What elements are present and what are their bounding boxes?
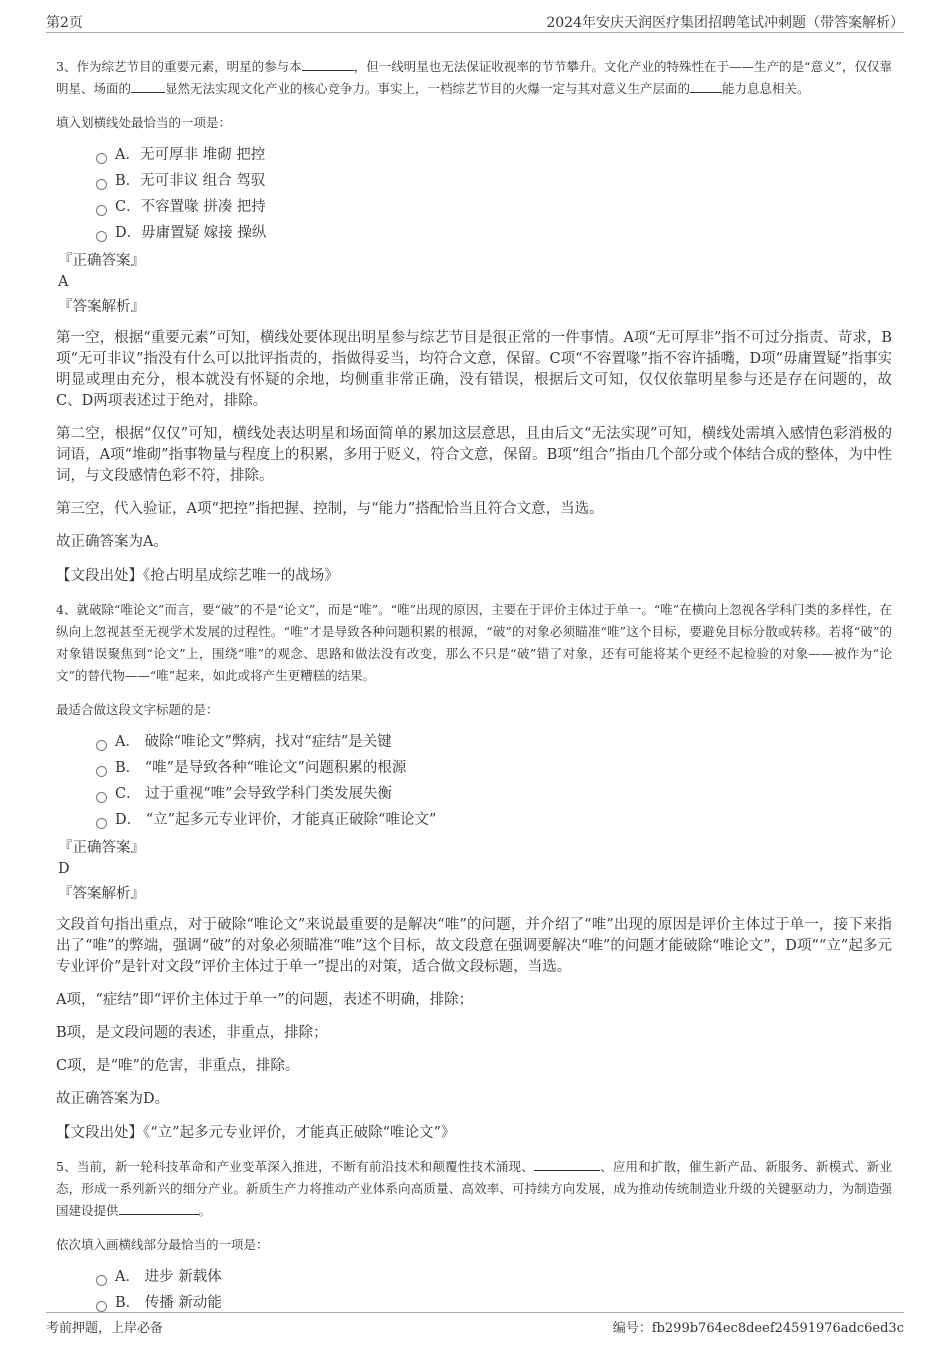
analysis-paragraph: 文段首句指出重点，对于破除“唯论文”来说最重要的是解决“唯”的问题，并介绍了“唯”出现的原因是评价主体过于单一，接下来指出了“唯”的弊端，强调“破”的对象必须瞄准“唯”这个目标，故文段意在强调要解决“唯”的问题才能破除“唯论文”，D项““立”起多元专业评价”是针对文段“评价主体过于单一”提出的对策，适合做文段标题，当选。: [56, 917, 892, 975]
question-3: [56, 56, 892, 587]
document-title: 2024年安庆天润医疗集团招聘笔试冲刺题（带答案解析）: [546, 15, 904, 31]
question-text: 3、作为综艺节目的重要元素，明星的参与本 ，但一线明星也无法保证收视率的节节攀升。文化产业的特殊性在于——生产的是“意义”，仅仅靠明星、场面的 显然无法实现文化产业的核心竞争力。事实上，一档综艺节目的火爆一定与其对意义生产层面的 能力息息相关。: [56, 56, 892, 100]
page-number: 第2页: [46, 15, 83, 31]
blank: [690, 78, 722, 93]
answer-label: 『正确答案』: [58, 253, 145, 269]
question-text: 5、当前，新一轮科技革命和产业变革深入推进，不断有前沿技术和颠覆性技术涌现、 、应用和扩散，催生新产品、新服务、新模式、新业态，形成一系列新兴的细分产业。新质生产力将推动产业体系向高质量、高效率、可持续方向发展，成为推动传统制造业升级的关键驱动力，为制造强国建设提供 。: [56, 1156, 892, 1222]
footer-slogan: 考前押题，上岸必备: [46, 1321, 164, 1336]
option-list: [96, 729, 892, 833]
option-b[interactable]: B． 传播 新动能: [96, 1290, 892, 1316]
correct-answer: D: [58, 861, 70, 877]
option-a[interactable]: A．无可厚非 堆砌 把控: [96, 142, 892, 168]
analysis-paragraph: 第二空，根据“仅仅”可知，横线处表达明星和场面简单的累加这层意思，且由后文“无法实现”可知，横线处需填入感情色彩消极的词语，A项“堆砌”指事物量与程度上的积累，多用于贬义，符合文意，保留。B项“组合”指由几个部分或个体结合成的整体，为中性词，与文段感情色彩不符，排除。: [56, 426, 892, 484]
blank: [131, 78, 165, 93]
page-header: [46, 10, 904, 33]
radio-icon[interactable]: [96, 153, 107, 164]
document-body: [56, 56, 892, 1316]
radio-icon[interactable]: [96, 818, 107, 829]
analysis-label: 『答案解析』: [58, 299, 145, 315]
radio-icon[interactable]: [96, 766, 107, 777]
option-a[interactable]: A． 破除“唯论文”弊病，找对“症结”是关键: [96, 729, 892, 755]
option-list: [96, 142, 892, 246]
analysis-paragraph: A项，“症结”即“评价主体过于单一”的问题，表述不明确，排除；: [56, 992, 474, 1008]
radio-icon[interactable]: [96, 179, 107, 190]
blank: [119, 1200, 199, 1215]
analysis-label: 『答案解析』: [58, 886, 145, 902]
radio-icon[interactable]: [96, 231, 107, 242]
page-footer: [46, 1312, 904, 1339]
option-a[interactable]: A． 进步 新载体: [96, 1264, 892, 1290]
analysis-paragraph: 第三空，代入验证，A项“把控”指把握、控制，与“能力”搭配恰当且符合文意，当选。: [56, 501, 604, 517]
question-5: [56, 1156, 892, 1316]
radio-icon[interactable]: [96, 1301, 107, 1312]
analysis-paragraph: C项，是“唯”的危害，非重点，排除。: [56, 1058, 300, 1074]
blank: [534, 1156, 600, 1171]
option-b[interactable]: B． “唯”是导致各种“唯论文”问题积累的根源: [96, 755, 892, 781]
answer-label: 『正确答案』: [58, 840, 145, 856]
option-d[interactable]: D．毋庸置疑 嫁接 操纵: [96, 220, 892, 246]
option-d[interactable]: D． “立”起多元专业评价，才能真正破除“唯论文”: [96, 807, 892, 833]
radio-icon[interactable]: [96, 792, 107, 803]
correct-answer: A: [58, 274, 69, 290]
radio-icon[interactable]: [96, 1275, 107, 1286]
document-code: 编号：fb299b764ec8deef24591976adc6ed3c: [612, 1321, 904, 1336]
question-text: 4、就破除“唯论文”而言，要“破”的不是“论文”，而是“唯”。“唯”出现的原因，主要在于评价主体过于单一。“唯”在横向上忽视各学科门类的多样性，在纵向上忽视甚至无视学术发展的过程性。“唯”才是导致各种问题积累的根源，“破”的对象必须瞄准“唯”这个目标，要避免目标分散或转移。若将“破”的对象错误聚焦到“论文”上，围绕“唯”的观念、思路和做法没有改变，那么不只是“破”错了对象，还有可能将某个更经不起检验的对象——被作为“论文”的替代物——“唯”起来，如此或将产生更糟糕的结果。: [56, 602, 892, 683]
source-citation: 【文段出处】《“立”起多元专业评价，才能真正破除“唯论文”》: [56, 1125, 456, 1141]
question-4: [56, 599, 892, 1144]
source-citation: 【文段出处】《抢占明星成综艺唯一的战场》: [56, 568, 339, 584]
analysis-paragraph: B项，是文段问题的表述，非重点，排除；: [56, 1025, 328, 1041]
option-c[interactable]: C． 过于重视“唯”会导致学科门类发展失衡: [96, 781, 892, 807]
question-prompt: 最适合做这段文字标题的是：: [56, 702, 219, 717]
option-b[interactable]: B．无可非议 组合 驾驭: [96, 168, 892, 194]
question-prompt: 填入划横线处最恰当的一项是：: [56, 115, 232, 130]
analysis-paragraph: 故正确答案为A。: [56, 534, 168, 550]
radio-icon[interactable]: [96, 740, 107, 751]
analysis-paragraph: 故正确答案为D。: [56, 1091, 170, 1107]
radio-icon[interactable]: [96, 205, 107, 216]
analysis-paragraph: 第一空，根据“重要元素”可知，横线处要体现出明星参与综艺节目是很正常的一件事情。A项“无可厚非”指不可过分指责、苛求，B项“无可非议”指没有什么可以批评指责的，指做得妥当，均符合文意，保留。C项“不容置喙”指不容许插嘴，D项“毋庸置疑”指事实明显或理由充分，根本就没有怀疑的余地，均侧重非常正确，没有错误，根据后文可知，仅仅依靠明星参与还是存在问题的，故C、D两项表述过于绝对，排除。: [56, 330, 892, 409]
option-list: [96, 1264, 892, 1316]
blank: [302, 56, 354, 71]
option-c[interactable]: C．不容置喙 拼凑 把持: [96, 194, 892, 220]
question-prompt: 依次填入画横线部分最恰当的一项是：: [56, 1237, 269, 1252]
